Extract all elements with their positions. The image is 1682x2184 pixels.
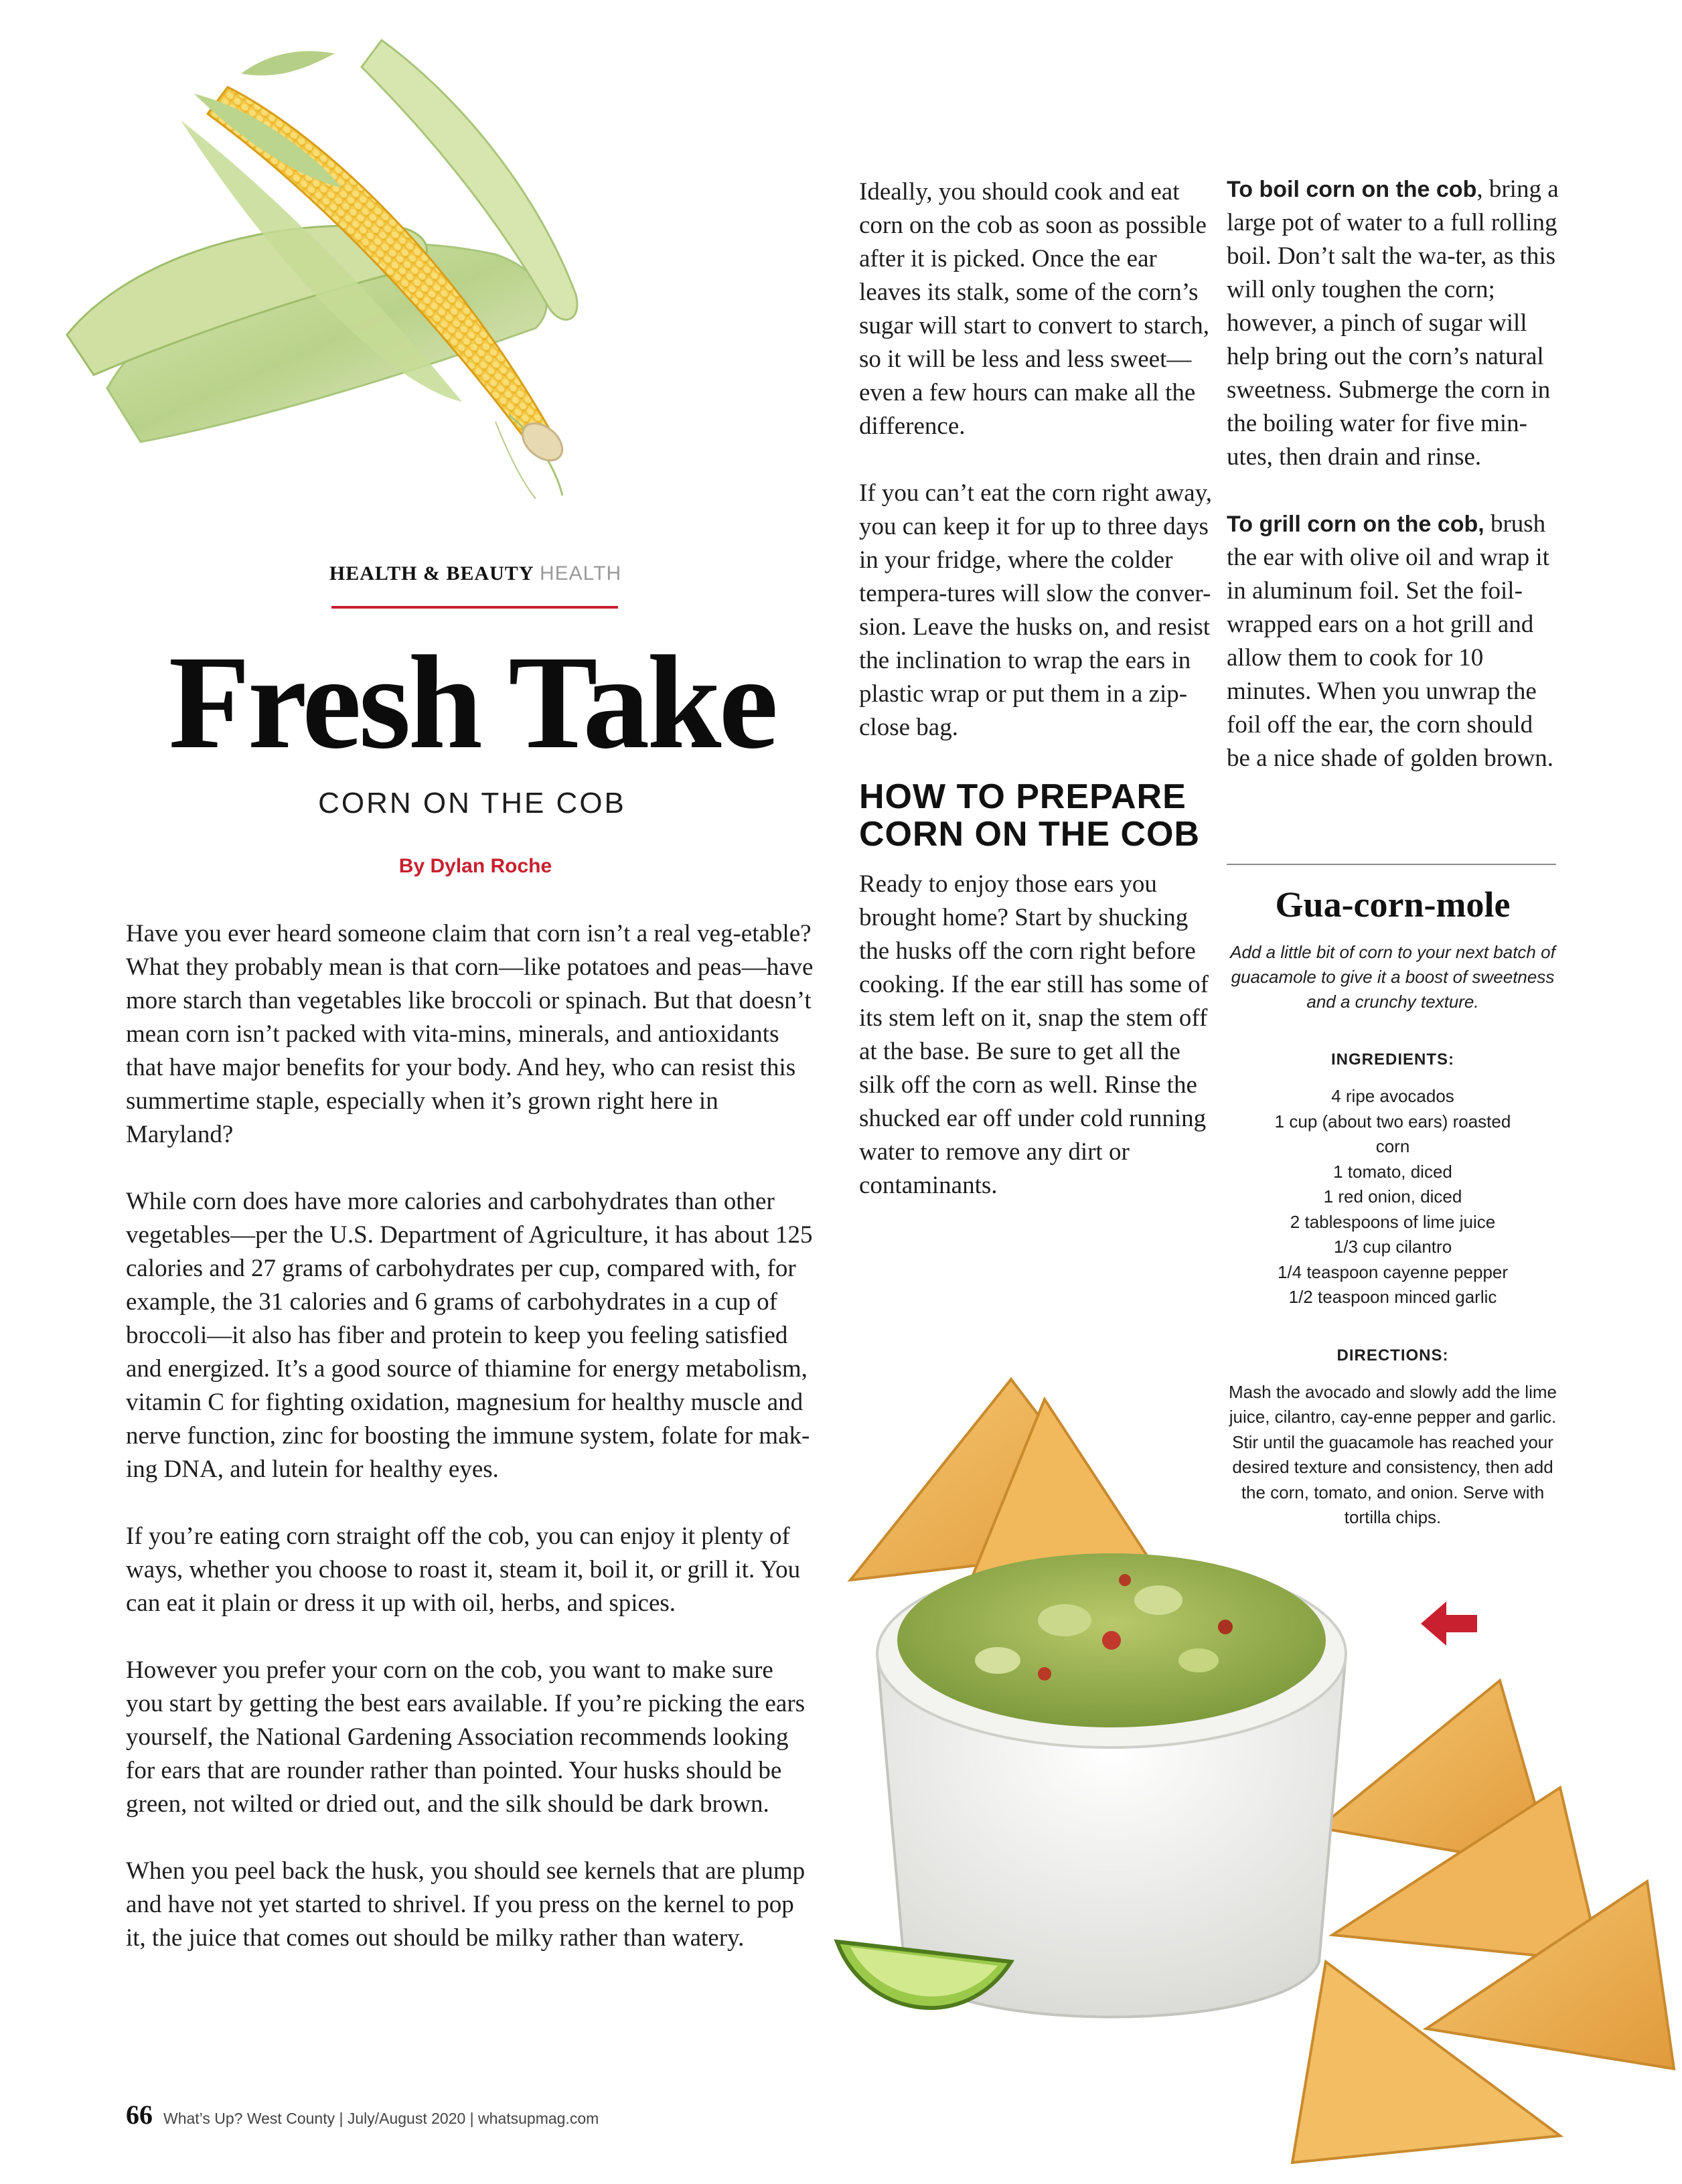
recipe-title: Gua-corn-mole	[1275, 884, 1511, 925]
article-byline: By Dylan Roche	[398, 855, 552, 877]
ingredient-item: 1 red onion, diced	[1323, 1186, 1462, 1206]
ingredient-item: 2 tablespoons of lime juice	[1290, 1211, 1496, 1232]
body-paragraph: If you’re eating corn straight off the cob, you can enjoy it plenty of ways, whether you choose to roast it, steam it, boil it, or grill it. You can eat it plain or dress it up with oil, herbs, and spices.	[126, 1523, 801, 1617]
body-paragraph: However you prefer your corn on the cob, you want to make sure you start by getting the best ears available. If you’re picking the ears yourself, the National Gardening Association recommends looking for ears that are rounder rather than pointed. Your husks should be green, not wilted or dried out, and the silk should be dark brown.	[126, 1656, 806, 1818]
subsection-label: HEALTH	[539, 562, 622, 584]
ingredient-item: 1 tomato, diced	[1333, 1161, 1452, 1182]
left-column	[126, 917, 816, 1988]
corn-photo	[27, 13, 603, 502]
body-paragraph: If you can’t eat the corn right away, you can keep it for up to three days in your fridge, where the colder tempera-tures will slow the conver-sion. Leave the husks on, and resist the inclination to wrap the ears in plastic wrap or put them in a zip-close bag.	[859, 479, 1213, 741]
page-number: 66	[126, 2100, 153, 2130]
ingredient-item: 1 cup (about two ears) roasted corn	[1274, 1111, 1511, 1156]
ingredients-heading: INGREDIENTS:	[1330, 1050, 1454, 1069]
body-paragraph: Ideally, you should cook and eat corn on the cob as soon as possible after it is picked. Once the ear leaves its stalk, some of the corn’s sugar will start to convert to starch, so it will be less and less sweet—even a few hours can make all the difference.	[859, 178, 1210, 440]
ingredient-item: 1/2 teaspoon minced garlic	[1288, 1287, 1497, 1307]
ingredient-item: 4 ripe avocados	[1331, 1086, 1454, 1106]
directions-text: Mash the avocado and slowly add the lime juice, cilantro, cay-enne pepper and garlic. Stir until the guacamole has reached your desired texture and consistency, then add the corn, tomato, and onion. Serve with tortilla chips.	[1229, 1381, 1557, 1527]
directions-heading: DIRECTIONS:	[1336, 1346, 1449, 1364]
middle-column	[859, 175, 1221, 1236]
ingredient-item: 1/3 cup cilantro	[1333, 1237, 1452, 1257]
recipe-divider	[1227, 864, 1556, 865]
guacamole-photo	[824, 1359, 1682, 2184]
publication-info: What’s Up? West County | July/August 2020 | whatsupmag.com	[163, 2110, 599, 2127]
ingredient-item: 1/4 teaspoon cayenne pepper	[1277, 1261, 1509, 1282]
article-subtitle: CORN ON THE COB	[318, 787, 626, 820]
body-paragraph: Have you ever heard someone claim that corn isn’t a real veg-etable? What they probably mean is that corn—like potatoes and peas—have more starch than vegetables like broccoli or spinach. But that doesn’t mean corn isn’t packed with vita-mins, minerals, and antioxidants that have major benefits for your body. And hey, who can resist this summertime staple, especially when it’s grown right here in Maryland?	[126, 920, 814, 1148]
body-paragraph: Ready to enjoy those ears you brought home? Start by shucking the husks off the corn right before cooking. If the ear still has some of its stem left on it, snap the stem off at the base. Be sure to get all the silk off the corn as well. Rinse the shucked ear off under cold running water to remove any dirt or contaminants.	[859, 870, 1209, 1199]
grill-text: brush the ear with olive oil and wrap it in aluminum foil. Set the foil-wrapped ears on a hot grill and allow them to cook for 10 minutes. When you unwrap the foil off the ear, the corn should be a nice shade of golden brown.	[1227, 510, 1554, 772]
grill-paragraph	[1227, 508, 1561, 775]
recipe-intro: Add a little bit of corn to your next batch of guacamole to give it a boost of sweetness and a crunchy texture.	[1230, 942, 1555, 1012]
page-footer	[126, 2099, 599, 2132]
kicker-divider	[331, 606, 618, 609]
body-paragraph: While corn does have more calories and carbohydrates than other vegetables—per the U.S. Department of Agriculture, it has about 125 calories and 27 grams of carbohydrates per cup, compared with, for example, the 31 calories and 6 grams of carbohydrates in a cup of broccoli—it also has fiber and protein to keep you feeling satisfied and energized. It’s a good source of thiamine for energy metabolism, vitamin C for fighting oxidation, magnesium for healthy muscle and nerve function, zinc for boosting the immune system, folate for mak-ing DNA, and lutein for healthy eyes.	[126, 1188, 813, 1483]
ingredients-list	[1225, 1084, 1560, 1310]
grill-lead: To grill corn on the cob,	[1227, 512, 1484, 537]
boil-lead: To boil corn on the cob	[1227, 177, 1477, 202]
right-column	[1227, 173, 1561, 809]
section-label: HEALTH & BEAUTY	[329, 562, 534, 584]
left-arrow-icon	[1421, 1602, 1477, 1646]
article-title: Fresh Take	[168, 629, 776, 777]
boil-paragraph	[1227, 173, 1561, 474]
boil-text: , bring a large pot of water to a full rolling boil. Don’t salt the wa-ter, as this will only toughen the corn; however, a pinch of sugar will help bring out the corn’s natural sweetness. Submerge the corn in the boiling water for five min-utes, then drain and rinse.	[1227, 175, 1559, 471]
section-kicker	[328, 562, 623, 585]
body-paragraph: When you peel back the husk, you should see kernels that are plump and have not yet started to shrivel. If you press on the kernel to pop it, the juice that comes out should be milky rather than watery.	[126, 1857, 806, 1952]
section-heading: HOW TO PREPARE CORN ON THE COB	[859, 777, 1200, 854]
